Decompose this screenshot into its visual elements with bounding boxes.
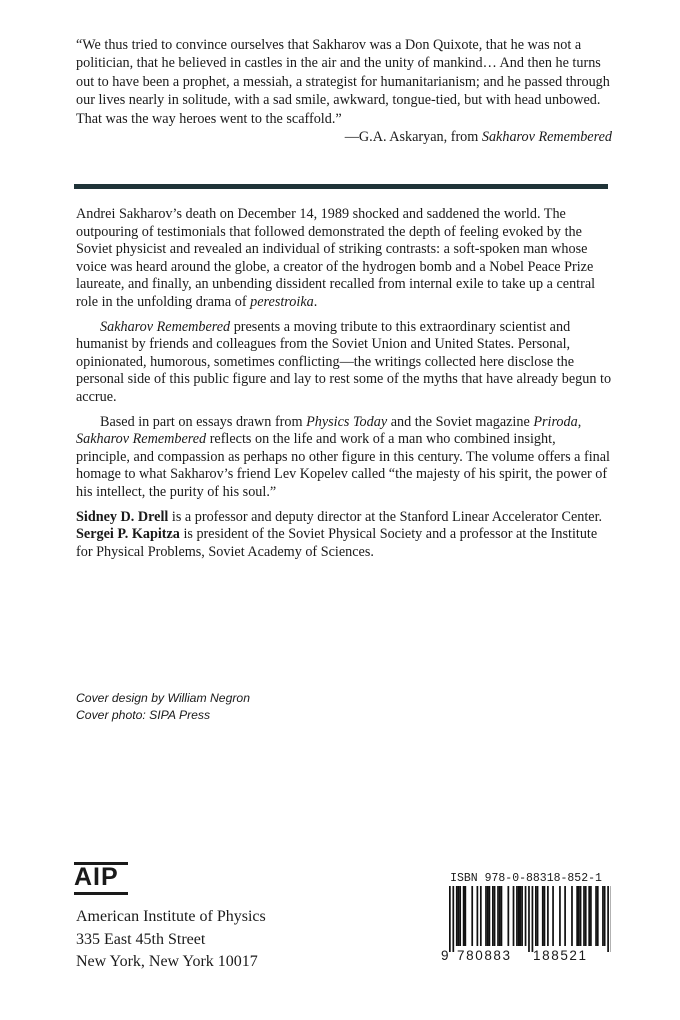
barcode-bar: [590, 886, 592, 946]
book-title-ref-2: Sakharov Remembered: [76, 431, 207, 448]
barcode-bar: [532, 886, 534, 952]
section-divider: [74, 184, 608, 189]
attribution-author: —G.A. Askaryan, from: [344, 129, 482, 146]
cover-design-credit: Cover design by William Negron: [76, 691, 250, 705]
barcode-bars: [441, 886, 611, 952]
author-name-drell: Sidney D. Drell: [76, 508, 169, 525]
barcode-bar: [528, 886, 530, 952]
barcode-bar: [459, 886, 461, 946]
barcode-bar: [492, 886, 494, 946]
barcode-bar: [576, 886, 578, 946]
paragraph-3-comma: ,: [577, 413, 582, 430]
barcode-bar: [595, 886, 597, 946]
author-bio-kapitza: is president of the Soviet Physical Society and a professor at the Institute for Physical Problems, Soviet Academy of Sciences.: [76, 526, 598, 560]
barcode-bar: [464, 886, 466, 946]
barcode-bar: [489, 886, 491, 946]
barcode-bar: [588, 886, 590, 946]
paragraph-2-text: presents a moving tribute to this extraordinary scientist and humanist by friends and colleagues from the Soviet Union and United States. Personal, opinionated, humorous, sometimes conflicting—the writings collected here disclose the personal side of this public figure and lay to rest some of the myths that have already begun to accrue.: [76, 318, 612, 405]
paragraph-2: [76, 319, 612, 407]
barcode-bar: [485, 886, 487, 946]
barcode-bar: [456, 886, 458, 946]
epigraph-quote: [76, 36, 612, 146]
aip-logo: [74, 862, 128, 896]
barcode-bar: [585, 886, 587, 946]
barcode-bar: [501, 886, 503, 946]
paragraph-1-text: Andrei Sakharov’s death on December 14, 1989 shocked and saddened the world. The outpouring of testimonials that followed demonstrated the depth of feeling evoked by the Soviet physicist and revealed an individual of striking contrasts: a soft-spoken man whose voice was heard around the globe, a creator of the hydrogen bomb and a Nobel Peace Prize laureate, and finally, an unbending dissident recalled from internal exile to take up a central role in the unfolding drama of: [76, 206, 596, 310]
barcode-bar: [607, 886, 609, 952]
barcode-bar: [521, 886, 523, 946]
paragraph-1: [76, 206, 612, 312]
barcode-bar: [552, 886, 554, 946]
barcode-bar: [518, 886, 520, 946]
barcode-bar: [516, 886, 518, 946]
author-name-kapitza: Sergei P. Kapitza: [76, 526, 180, 543]
barcode-digits-right: 188521: [533, 948, 588, 963]
paragraph-3-text: reflects on the life and work of a man who combined insight, principle, and compassion as perhaps no other figure in this century. The volume offers a final homage to what Sakharov’s friend Lev Kopelev called “the majesty of his spirit, the power of his intellect, the purity of his soul.”: [76, 431, 610, 500]
barcode-bar: [497, 886, 499, 946]
barcode-bar: [559, 886, 561, 946]
physics-today-ref: Physics Today: [306, 413, 388, 430]
barcode-bar: [525, 886, 527, 946]
publisher-street: 335 East 45th Street: [76, 930, 206, 948]
barcode-bar: [535, 886, 537, 946]
publisher-city: New York, New York 10017: [76, 953, 258, 970]
barcode-bar: [597, 886, 599, 946]
barcode-bar: [477, 886, 479, 946]
barcode-bar: [494, 886, 496, 946]
barcode-bar: [564, 886, 566, 946]
attribution-book-title: Sakharov Remembered: [481, 129, 612, 146]
barcode-bar: [520, 886, 522, 946]
barcode-bar: [487, 886, 489, 946]
priroda-ref: Priroda: [533, 413, 578, 430]
cover-photo-credit: Cover photo: SIPA Press: [76, 707, 211, 722]
cover-credits: [76, 690, 250, 723]
barcode-bar: [480, 886, 482, 946]
barcode-digits-left: 780883: [457, 948, 512, 963]
barcode-bar: [449, 886, 451, 952]
barcode-bar: [537, 886, 539, 946]
barcode-bar: [471, 886, 473, 946]
publisher-address: [76, 906, 266, 974]
barcode-bar: [578, 886, 580, 946]
barcode-bar: [583, 886, 585, 946]
barcode-bar: [547, 886, 549, 946]
barcode-digit-first: 9: [441, 948, 449, 963]
barcode-bar: [507, 886, 509, 946]
barcode-bar: [571, 886, 573, 946]
barcode-bar: [544, 886, 546, 946]
isbn-barcode: [441, 872, 611, 966]
paragraph-3: [76, 414, 612, 502]
barcode-bar: [458, 886, 460, 946]
perestroika-term: perestroika: [250, 293, 314, 310]
logo-letters: AIP: [74, 863, 119, 891]
logo-bottom-bar: [74, 892, 128, 895]
barcode-bar: [499, 886, 501, 946]
barcode-bar: [602, 886, 604, 946]
book-title-ref: Sakharov Remembered: [100, 318, 231, 335]
publisher-name: American Institute of Physics: [76, 908, 266, 925]
isbn-label: ISBN 978-0-88318-852-1: [450, 872, 602, 885]
barcode-bar: [452, 886, 454, 952]
barcode-bar: [604, 886, 606, 946]
barcode-bar: [513, 886, 515, 946]
back-cover-description: [76, 206, 612, 568]
quote-attribution: [76, 128, 612, 146]
paragraph-1-end: .: [313, 293, 318, 310]
quote-text: “We thus tried to convince ourselves that Sakharov was a Don Quixote, that he was not a politician, that he believed in castles in the air and the unity of mankind… And then he turns out to have been a prophet, a messiah, a strategist for humanitarianism; and he passed through our lives nearly in solitude, with a sad smile, awkward, tongue-tied, but with head unbowed. That was the way heroes went to the scaffold.”: [76, 37, 610, 127]
barcode-bar: [580, 886, 582, 946]
paragraph-3-start: Based in part on essays drawn from: [100, 413, 307, 430]
paragraph-3-mid: and the Soviet magazine: [387, 413, 534, 430]
author-bio-drell: is a professor and deputy director at the Stanford Linear Accelerator Center.: [168, 508, 603, 525]
barcode-bar: [542, 886, 544, 946]
barcode-bar: [463, 886, 465, 946]
author-bios: [76, 509, 612, 562]
